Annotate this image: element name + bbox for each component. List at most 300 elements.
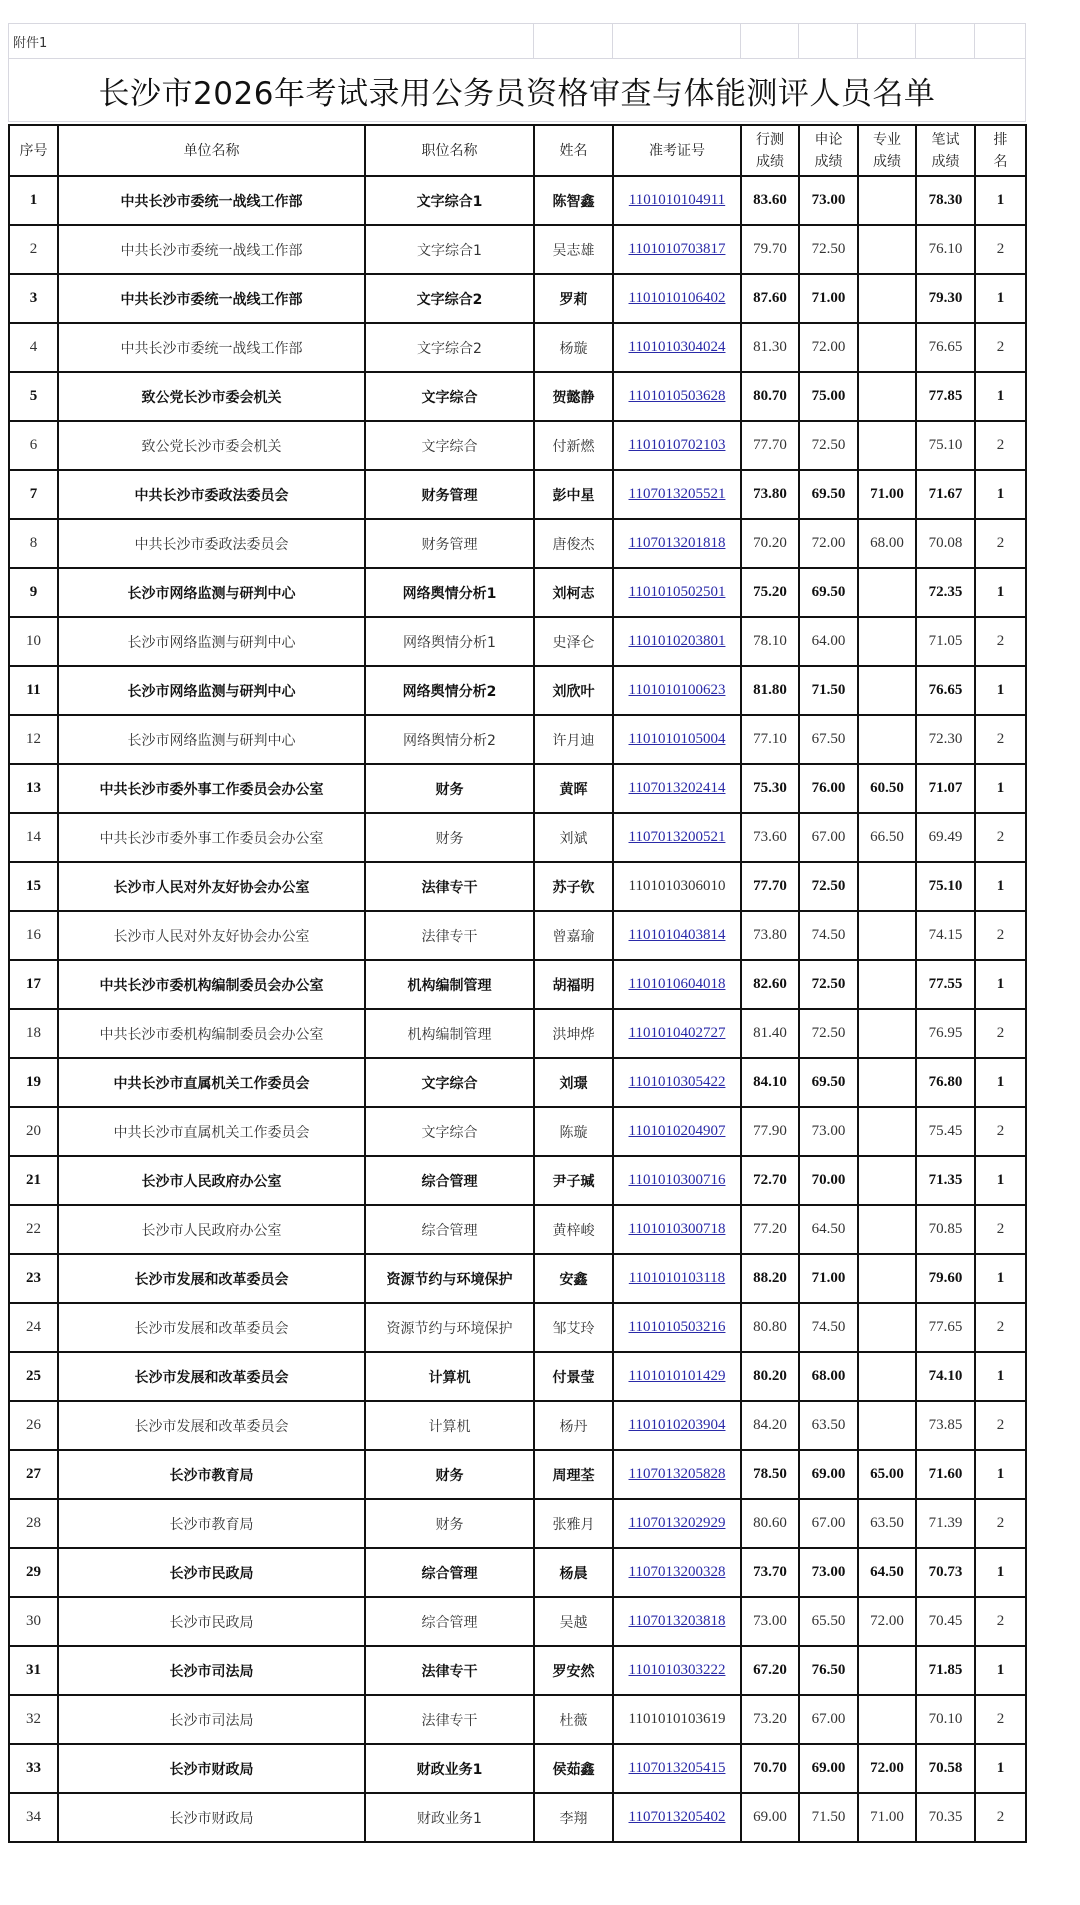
cell-seq: 16 (9, 911, 58, 960)
cell-rank: 1 (975, 274, 1026, 323)
cell-xingce: 87.60 (741, 274, 799, 323)
empty-cell (799, 24, 858, 59)
exam-id-link[interactable]: 1101010203801 (628, 633, 726, 649)
cell-written: 71.39 (916, 1499, 975, 1548)
exam-id-link[interactable]: 1101010204907 (628, 1123, 726, 1139)
cell-written: 76.65 (916, 323, 975, 372)
cell-unit: 中共长沙市委统一战线工作部 (58, 323, 365, 372)
cell-written: 75.45 (916, 1107, 975, 1156)
cell-rank: 1 (975, 960, 1026, 1009)
cell-name: 贺懿静 (534, 372, 613, 421)
cell-major: 71.00 (858, 1793, 916, 1842)
cell-written: 79.30 (916, 274, 975, 323)
cell-unit: 中共长沙市委外事工作委员会办公室 (58, 764, 365, 813)
cell-xingce: 77.20 (741, 1205, 799, 1254)
cell-xingce: 88.20 (741, 1254, 799, 1303)
cell-written: 74.15 (916, 911, 975, 960)
exam-id-link[interactable]: 1101010502501 (628, 584, 726, 600)
cell-seq: 17 (9, 960, 58, 1009)
cell-xingce: 73.00 (741, 1597, 799, 1646)
exam-id-link[interactable]: 1101010702103 (628, 437, 726, 453)
cell-major (858, 1205, 916, 1254)
cell-xingce: 80.60 (741, 1499, 799, 1548)
cell-name: 李翔 (534, 1793, 613, 1842)
cell-rank: 2 (975, 813, 1026, 862)
cell-position: 法律专干 (365, 911, 534, 960)
cell-seq: 7 (9, 470, 58, 519)
exam-id-link[interactable]: 1107013202414 (628, 780, 726, 796)
exam-id-link[interactable]: 1101010104911 (628, 192, 726, 208)
cell-major (858, 1254, 916, 1303)
cell-seq: 21 (9, 1156, 58, 1205)
cell-exam-id (613, 813, 741, 862)
exam-id-link[interactable]: 1101010503628 (628, 388, 726, 404)
cell-exam-id (613, 1107, 741, 1156)
header-seq: 序号 (9, 125, 58, 176)
cell-shenlun: 71.50 (799, 1793, 858, 1842)
cell-xingce: 83.60 (741, 176, 799, 225)
cell-exam-id (613, 715, 741, 764)
cell-major (858, 1058, 916, 1107)
cell-major (858, 1646, 916, 1695)
cell-exam-id (613, 1793, 741, 1842)
empty-cell (975, 24, 1026, 59)
cell-seq: 34 (9, 1793, 58, 1842)
cell-major (858, 176, 916, 225)
cell-xingce: 80.20 (741, 1352, 799, 1401)
attachment-label: 附件1 (9, 24, 534, 59)
cell-name: 侯茹鑫 (534, 1744, 613, 1793)
cell-written: 70.73 (916, 1548, 975, 1597)
empty-cell (613, 24, 741, 59)
header-line: 笔试 (931, 131, 960, 148)
cell-shenlun: 69.00 (799, 1744, 858, 1793)
cell-shenlun: 72.50 (799, 421, 858, 470)
cell-rank: 1 (975, 1254, 1026, 1303)
table-row (9, 421, 1026, 470)
cell-xingce: 73.80 (741, 911, 799, 960)
cell-shenlun: 73.00 (799, 1107, 858, 1156)
exam-id-link[interactable]: 1101010300718 (628, 1221, 726, 1237)
table-row (9, 1254, 1026, 1303)
cell-rank: 2 (975, 1303, 1026, 1352)
cell-position: 法律专干 (365, 862, 534, 911)
cell-shenlun: 71.00 (799, 1254, 858, 1303)
cell-xingce: 73.70 (741, 1548, 799, 1597)
exam-id-link[interactable]: 1107013205415 (628, 1760, 726, 1776)
cell-unit: 中共长沙市委统一战线工作部 (58, 176, 365, 225)
cell-seq: 4 (9, 323, 58, 372)
cell-rank: 1 (975, 666, 1026, 715)
cell-position: 综合管理 (365, 1205, 534, 1254)
cell-written: 74.10 (916, 1352, 975, 1401)
cell-shenlun: 64.00 (799, 617, 858, 666)
cell-major: 72.00 (858, 1597, 916, 1646)
exam-id-link[interactable]: 1107013200521 (628, 829, 726, 845)
cell-exam-id (613, 421, 741, 470)
cell-xingce: 80.70 (741, 372, 799, 421)
table-row (9, 813, 1026, 862)
cell-seq: 24 (9, 1303, 58, 1352)
cell-written: 71.35 (916, 1156, 975, 1205)
cell-shenlun: 74.50 (799, 911, 858, 960)
exam-id-link[interactable]: 1107013202929 (628, 1515, 726, 1531)
cell-seq: 15 (9, 862, 58, 911)
cell-exam-id (613, 764, 741, 813)
candidate-table (8, 124, 1027, 1843)
cell-position: 财务 (365, 1450, 534, 1499)
page-title: 长沙市2026年考试录用公务员资格审查与体能测评人员名单 (9, 59, 1026, 122)
cell-shenlun: 63.50 (799, 1401, 858, 1450)
exam-id-link[interactable]: 1101010103118 (628, 1270, 726, 1286)
cell-shenlun: 68.00 (799, 1352, 858, 1401)
cell-unit: 中共长沙市委统一战线工作部 (58, 225, 365, 274)
cell-name: 史泽仑 (534, 617, 613, 666)
cell-unit: 中共长沙市委机构编制委员会办公室 (58, 1009, 365, 1058)
cell-unit: 长沙市教育局 (58, 1499, 365, 1548)
cell-seq: 2 (9, 225, 58, 274)
cell-seq: 20 (9, 1107, 58, 1156)
cell-rank: 1 (975, 1058, 1026, 1107)
header-position: 职位名称 (365, 125, 534, 176)
cell-rank: 1 (975, 176, 1026, 225)
header-line: 名 (993, 153, 1008, 170)
cell-unit: 长沙市网络监测与研判中心 (58, 666, 365, 715)
cell-name: 杨晨 (534, 1548, 613, 1597)
cell-major (858, 568, 916, 617)
exam-id-link[interactable]: 1107013205828 (628, 1466, 726, 1482)
cell-name: 付景莹 (534, 1352, 613, 1401)
cell-written: 76.95 (916, 1009, 975, 1058)
cell-seq: 29 (9, 1548, 58, 1597)
cell-exam-id (613, 372, 741, 421)
empty-cell (916, 24, 975, 59)
cell-name: 苏子钦 (534, 862, 613, 911)
cell-xingce: 75.20 (741, 568, 799, 617)
cell-rank: 1 (975, 1548, 1026, 1597)
cell-xingce: 77.10 (741, 715, 799, 764)
cell-major: 64.50 (858, 1548, 916, 1597)
cell-major: 66.50 (858, 813, 916, 862)
table-row (9, 568, 1026, 617)
exam-id-link[interactable]: 1101010100623 (628, 682, 726, 698)
cell-unit: 长沙市民政局 (58, 1597, 365, 1646)
exam-id-link[interactable]: 1107013205402 (628, 1809, 726, 1825)
cell-exam-id (613, 1303, 741, 1352)
cell-shenlun: 65.50 (799, 1597, 858, 1646)
cell-xingce: 84.10 (741, 1058, 799, 1107)
table-row (9, 1646, 1026, 1695)
cell-name: 罗莉 (534, 274, 613, 323)
cell-major (858, 1401, 916, 1450)
cell-shenlun: 76.50 (799, 1646, 858, 1695)
cell-exam-id (613, 1205, 741, 1254)
table-row (9, 911, 1026, 960)
cell-unit: 中共长沙市委统一战线工作部 (58, 274, 365, 323)
exam-id-link[interactable]: 1101010101429 (628, 1368, 726, 1384)
cell-shenlun: 72.50 (799, 1009, 858, 1058)
table-row (9, 274, 1026, 323)
cell-shenlun: 69.50 (799, 470, 858, 519)
cell-seq: 30 (9, 1597, 58, 1646)
cell-unit: 长沙市人民对外友好协会办公室 (58, 911, 365, 960)
cell-unit: 致公党长沙市委会机关 (58, 372, 365, 421)
cell-exam-id (613, 1058, 741, 1107)
cell-written: 73.85 (916, 1401, 975, 1450)
cell-unit: 长沙市教育局 (58, 1450, 365, 1499)
header-major (858, 125, 916, 176)
cell-written: 70.35 (916, 1793, 975, 1842)
cell-position: 文字综合 (365, 372, 534, 421)
cell-seq: 12 (9, 715, 58, 764)
cell-written: 71.07 (916, 764, 975, 813)
cell-seq: 23 (9, 1254, 58, 1303)
cell-position: 计算机 (365, 1352, 534, 1401)
cell-seq: 13 (9, 764, 58, 813)
cell-shenlun: 75.00 (799, 372, 858, 421)
cell-major (858, 911, 916, 960)
cell-rank: 1 (975, 470, 1026, 519)
cell-shenlun: 64.50 (799, 1205, 858, 1254)
cell-seq: 8 (9, 519, 58, 568)
cell-xingce: 81.40 (741, 1009, 799, 1058)
cell-exam-id (613, 568, 741, 617)
cell-xingce: 70.70 (741, 1744, 799, 1793)
cell-position: 法律专干 (365, 1646, 534, 1695)
cell-name: 胡福明 (534, 960, 613, 1009)
cell-rank: 2 (975, 1205, 1026, 1254)
table-row (9, 519, 1026, 568)
cell-name: 吴越 (534, 1597, 613, 1646)
header-xingce (741, 125, 799, 176)
cell-rank: 2 (975, 1597, 1026, 1646)
table-header-row (9, 125, 1026, 176)
cell-name: 杨丹 (534, 1401, 613, 1450)
cell-exam-id (613, 176, 741, 225)
header-name: 姓名 (534, 125, 613, 176)
table-row (9, 1401, 1026, 1450)
cell-unit: 长沙市网络监测与研判中心 (58, 617, 365, 666)
cell-written: 70.45 (916, 1597, 975, 1646)
cell-xingce: 81.80 (741, 666, 799, 715)
cell-name: 陈智鑫 (534, 176, 613, 225)
header-exam-id: 准考证号 (613, 125, 741, 176)
cell-shenlun: 72.00 (799, 323, 858, 372)
cell-position: 资源节约与环境保护 (365, 1303, 534, 1352)
cell-exam-id (613, 225, 741, 274)
exam-id-text: 1101010306010 (628, 878, 726, 894)
exam-id-link[interactable]: 1101010300716 (628, 1172, 726, 1188)
cell-xingce: 81.30 (741, 323, 799, 372)
exam-id-link[interactable]: 1101010303222 (628, 1662, 726, 1678)
cell-unit: 长沙市人民政府办公室 (58, 1205, 365, 1254)
cell-shenlun: 67.00 (799, 1695, 858, 1744)
cell-seq: 25 (9, 1352, 58, 1401)
cell-unit: 长沙市发展和改革委员会 (58, 1352, 365, 1401)
exam-id-link[interactable]: 1107013200328 (628, 1564, 726, 1580)
cell-rank: 2 (975, 1009, 1026, 1058)
cell-name: 邹艾玲 (534, 1303, 613, 1352)
cell-unit: 中共长沙市直属机关工作委员会 (58, 1107, 365, 1156)
table-row (9, 764, 1026, 813)
cell-position: 综合管理 (365, 1597, 534, 1646)
cell-rank: 2 (975, 1107, 1026, 1156)
cell-xingce: 84.20 (741, 1401, 799, 1450)
table-row (9, 1695, 1026, 1744)
cell-written: 72.30 (916, 715, 975, 764)
cell-position: 文字综合 (365, 1107, 534, 1156)
cell-rank: 2 (975, 421, 1026, 470)
cell-unit: 长沙市发展和改革委员会 (58, 1401, 365, 1450)
cell-rank: 2 (975, 1695, 1026, 1744)
cell-exam-id (613, 1548, 741, 1597)
exam-id-link[interactable]: 1107013203818 (628, 1613, 726, 1629)
cell-rank: 1 (975, 1156, 1026, 1205)
cell-shenlun: 67.00 (799, 813, 858, 862)
cell-name: 安鑫 (534, 1254, 613, 1303)
cell-position: 财务 (365, 813, 534, 862)
cell-unit: 中共长沙市直属机关工作委员会 (58, 1058, 365, 1107)
exam-id-link[interactable]: 1101010604018 (628, 976, 726, 992)
cell-exam-id (613, 274, 741, 323)
table-row (9, 1156, 1026, 1205)
exam-id-link[interactable]: 1101010106402 (628, 290, 726, 306)
header-unit: 单位名称 (58, 125, 365, 176)
cell-unit: 长沙市发展和改革委员会 (58, 1254, 365, 1303)
exam-id-link[interactable]: 1101010703817 (628, 241, 726, 257)
cell-xingce: 77.70 (741, 862, 799, 911)
cell-position: 网络舆情分析2 (365, 666, 534, 715)
cell-rank: 2 (975, 1499, 1026, 1548)
cell-seq: 19 (9, 1058, 58, 1107)
cell-position: 财政业务1 (365, 1793, 534, 1842)
table-row (9, 1303, 1026, 1352)
cell-xingce: 69.00 (741, 1793, 799, 1842)
cell-name: 陈璇 (534, 1107, 613, 1156)
cell-unit: 长沙市财政局 (58, 1744, 365, 1793)
cell-exam-id (613, 1009, 741, 1058)
cell-position: 文字综合 (365, 421, 534, 470)
exam-id-link[interactable]: 1101010105004 (628, 731, 726, 747)
cell-exam-id (613, 1254, 741, 1303)
exam-id-link[interactable]: 1101010305422 (628, 1074, 726, 1090)
cell-major (858, 1009, 916, 1058)
cell-xingce: 75.30 (741, 764, 799, 813)
cell-unit: 长沙市民政局 (58, 1548, 365, 1597)
cell-exam-id (613, 960, 741, 1009)
cell-unit: 长沙市财政局 (58, 1793, 365, 1842)
cell-shenlun: 76.00 (799, 764, 858, 813)
cell-written: 77.65 (916, 1303, 975, 1352)
exam-id-link[interactable]: 1101010503216 (628, 1319, 726, 1335)
header-line: 排 (993, 131, 1008, 148)
cell-position: 网络舆情分析1 (365, 617, 534, 666)
cell-xingce: 78.10 (741, 617, 799, 666)
cell-exam-id (613, 617, 741, 666)
cell-shenlun: 69.00 (799, 1450, 858, 1499)
cell-written: 70.08 (916, 519, 975, 568)
cell-major (858, 1107, 916, 1156)
cell-rank: 2 (975, 1401, 1026, 1450)
cell-name: 唐俊杰 (534, 519, 613, 568)
cell-major (858, 960, 916, 1009)
cell-shenlun: 73.00 (799, 1548, 858, 1597)
header-line: 专业 (873, 131, 901, 148)
cell-position: 文字综合1 (365, 176, 534, 225)
cell-major (858, 1303, 916, 1352)
cell-exam-id (613, 1352, 741, 1401)
cell-exam-id (613, 1646, 741, 1695)
cell-name: 刘斌 (534, 813, 613, 862)
cell-written: 79.60 (916, 1254, 975, 1303)
cell-xingce: 70.20 (741, 519, 799, 568)
empty-cell (741, 24, 799, 59)
cell-rank: 1 (975, 1744, 1026, 1793)
cell-rank: 2 (975, 225, 1026, 274)
cell-rank: 1 (975, 568, 1026, 617)
table-row (9, 960, 1026, 1009)
cell-position: 法律专干 (365, 1695, 534, 1744)
cell-position: 财务 (365, 764, 534, 813)
cell-major: 68.00 (858, 519, 916, 568)
table-row (9, 225, 1026, 274)
cell-written: 71.67 (916, 470, 975, 519)
cell-exam-id (613, 1499, 741, 1548)
exam-id-link[interactable]: 1107013205521 (628, 486, 726, 502)
header-line: 成绩 (814, 153, 843, 170)
cell-written: 75.10 (916, 421, 975, 470)
cell-position: 文字综合 (365, 1058, 534, 1107)
cell-xingce: 73.20 (741, 1695, 799, 1744)
table-row (9, 1058, 1026, 1107)
header-line: 成绩 (756, 153, 784, 170)
cell-position: 文字综合2 (365, 323, 534, 372)
cell-unit: 致公党长沙市委会机关 (58, 421, 365, 470)
exam-id-link[interactable]: 1101010203904 (628, 1417, 726, 1433)
table-row (9, 1597, 1026, 1646)
cell-shenlun: 67.50 (799, 715, 858, 764)
cell-exam-id (613, 1597, 741, 1646)
cell-written: 75.10 (916, 862, 975, 911)
cell-written: 69.49 (916, 813, 975, 862)
exam-id-link[interactable]: 1101010304024 (628, 339, 726, 355)
header-line: 成绩 (931, 153, 960, 170)
header-written (916, 125, 975, 176)
exam-id-link[interactable]: 1107013201818 (628, 535, 726, 551)
cell-written: 76.65 (916, 666, 975, 715)
table-row (9, 862, 1026, 911)
cell-position: 财务管理 (365, 470, 534, 519)
cell-position: 计算机 (365, 1401, 534, 1450)
cell-major (858, 323, 916, 372)
cell-xingce: 77.70 (741, 421, 799, 470)
table-row (9, 1744, 1026, 1793)
empty-cell (534, 24, 613, 59)
cell-exam-id (613, 911, 741, 960)
cell-written: 71.05 (916, 617, 975, 666)
cell-seq: 31 (9, 1646, 58, 1695)
cell-major (858, 1695, 916, 1744)
cell-shenlun: 70.00 (799, 1156, 858, 1205)
cell-written: 70.58 (916, 1744, 975, 1793)
cell-rank: 2 (975, 715, 1026, 764)
cell-major (858, 1352, 916, 1401)
exam-id-link[interactable]: 1101010402727 (628, 1025, 726, 1041)
table-row (9, 372, 1026, 421)
exam-id-link[interactable]: 1101010403814 (628, 927, 726, 943)
cell-name: 吴志雄 (534, 225, 613, 274)
cell-shenlun: 71.00 (799, 274, 858, 323)
